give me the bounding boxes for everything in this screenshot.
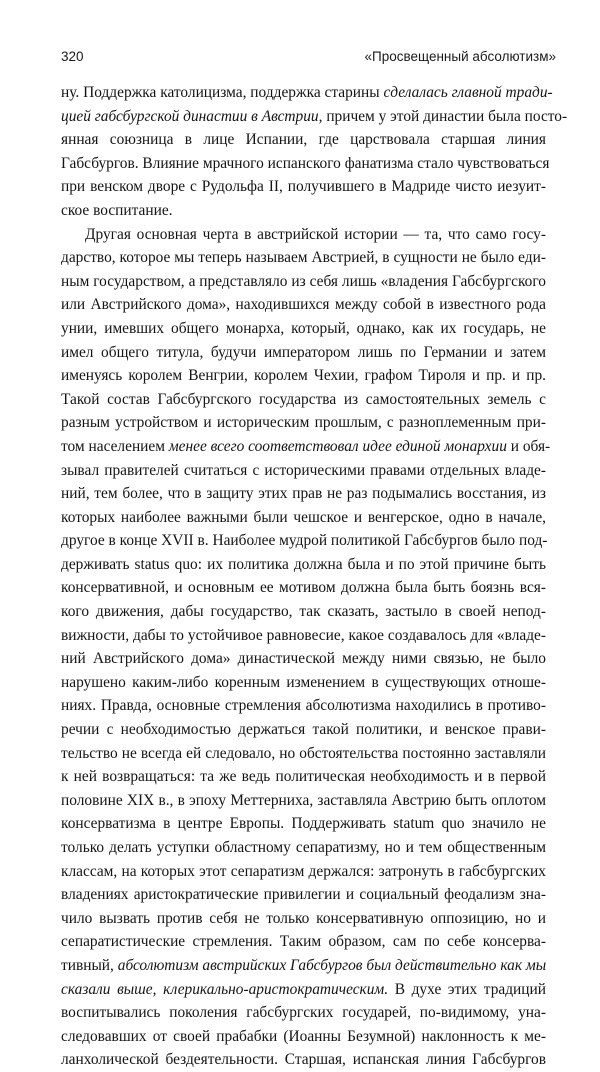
text-line bbox=[61, 812, 546, 836]
text-run: половине XIX в., в эпоху Меттерниха, заставляла Австрию быть оплотом bbox=[61, 791, 546, 809]
text-line bbox=[61, 907, 546, 931]
text-run: консерватизма в центре Европы. Поддерживать statum quo значило не bbox=[61, 815, 546, 833]
text-run: Другая основная черта в австрийской истории — та, что само госу- bbox=[85, 225, 546, 243]
text-line bbox=[61, 317, 546, 341]
text-line bbox=[61, 152, 550, 176]
text-line bbox=[61, 293, 546, 317]
italic-run: сделалась главной тради- bbox=[383, 84, 553, 101]
text-line bbox=[61, 128, 546, 152]
text-run: Такой состав Габсбургского государства из самостоятельных земель с bbox=[61, 390, 546, 408]
text-run: тельство не всегда ей следовало, но обстоятельства постоянно заставляли bbox=[61, 744, 546, 762]
text-line bbox=[61, 223, 546, 247]
text-run: ну. Поддержка католицизма, поддержка старины bbox=[61, 84, 384, 101]
text-line bbox=[61, 105, 568, 129]
text-line bbox=[61, 246, 546, 270]
text-run: имел общего титула, будучи императором лишь по Германии и затем bbox=[61, 343, 546, 361]
text-line bbox=[61, 270, 546, 294]
text-line bbox=[61, 435, 551, 459]
italic-run: менее всего соответствовал идее единой монархии bbox=[168, 437, 507, 455]
text-line bbox=[61, 789, 546, 813]
text-line bbox=[61, 482, 546, 506]
text-line bbox=[61, 388, 546, 412]
text-run: воспитывались поколения габсбургских государей, по-видимому, уна- bbox=[61, 1004, 546, 1022]
text-run: чило вызвать против себя не только консервативную оппозицию, но и bbox=[61, 909, 546, 927]
running-head: «Просвещенный абсолютизм» bbox=[364, 49, 556, 64]
text-run: дарство, которое мы теперь называем Австрией, в сущности не было еди- bbox=[61, 249, 546, 267]
text-run: ным государством, а представляло из себя лишь «владения Габсбургского bbox=[61, 272, 546, 290]
text-line bbox=[61, 930, 546, 954]
text-run: нарушено каким-либо коренным изменением в существующих отноше- bbox=[61, 673, 546, 691]
text-run: В духе этих традиций bbox=[388, 980, 546, 998]
text-line bbox=[61, 341, 546, 365]
text-line bbox=[61, 765, 546, 789]
italic-run: абсолютизм австрийских Габсбургов был действительно как мы bbox=[117, 956, 547, 974]
text-run: ний Австрийского дома» династической между ними связью, не было bbox=[61, 650, 546, 668]
text-run: речии с необходимостью держаться такой политики, и венское прави- bbox=[61, 721, 546, 739]
text-run: консервативной, и основным ее мотивом должна была быть боязнь вся- bbox=[61, 579, 546, 597]
text-line bbox=[61, 506, 546, 530]
text-line bbox=[61, 600, 546, 624]
text-line bbox=[61, 836, 546, 860]
text-run: другое в конце XVII в. Наиболее мудрой политикой Габсбургов было под- bbox=[61, 532, 548, 550]
text-line bbox=[61, 860, 546, 884]
text-line bbox=[61, 742, 546, 766]
text-run: ланхолической бездеятельности. Старшая, испанская линия Габсбургов bbox=[61, 1051, 546, 1069]
text-run: унии, имевших общего монарха, который, однако, как их государь, не bbox=[61, 319, 546, 337]
body-text bbox=[61, 81, 568, 1072]
text-run: следовавших от своей прабабки (Иоанны Безумной) наклонность к ме- bbox=[61, 1027, 546, 1045]
text-run: ний, тем более, что в защиту этих прав не раз подымались восстания, из bbox=[61, 485, 546, 503]
text-line bbox=[61, 81, 553, 105]
text-run: зывал правителей считаться с историческими правами отдельных владе- bbox=[61, 461, 546, 479]
italic-run: цией габсбургской династии в Австрии, bbox=[61, 107, 323, 125]
text-line bbox=[61, 883, 546, 907]
text-run: которых наиболее важными были чешское и венгерское, одно в начале, bbox=[61, 508, 546, 526]
text-run: тивный, bbox=[61, 956, 118, 974]
text-run: или Австрийского дома», находившихся между собой в известного рода bbox=[61, 296, 546, 314]
text-line bbox=[61, 718, 546, 742]
page-number: 320 bbox=[61, 49, 84, 64]
text-line bbox=[61, 694, 546, 718]
text-run: держивать status quo: их политика должна была и по этой причине быть bbox=[61, 555, 546, 573]
text-run: ниях. Правда, основные стремления абсолютизма находились в противо- bbox=[61, 697, 546, 715]
text-line bbox=[61, 954, 546, 978]
text-line bbox=[61, 576, 546, 600]
text-run: причем у этой династии была посто- bbox=[322, 107, 568, 125]
text-line bbox=[61, 624, 546, 648]
text-run: вижности, дабы то устойчивое равновесие, какое создавалось для «владе- bbox=[61, 626, 546, 644]
text-line bbox=[61, 529, 546, 553]
text-run: Габсбургов. Влияние мрачного испанского фанатизма стало чувствоваться bbox=[61, 154, 550, 172]
text-line bbox=[61, 175, 546, 199]
text-line bbox=[61, 364, 546, 388]
text-run: том населением bbox=[61, 437, 169, 455]
text-line bbox=[61, 411, 546, 435]
text-line bbox=[61, 1025, 546, 1049]
text-run: и обя- bbox=[506, 437, 551, 455]
text-run: только делать уступки областному сепаратизму, но и тем общественным bbox=[61, 839, 546, 856]
text-run: именуясь королем Венгрии, королем Чехии, графом Тироля и пр. и пр. bbox=[61, 367, 546, 385]
page-header bbox=[61, 49, 556, 69]
text-run: при венском дворе с Рудольфа II, получившего в Мадриде чисто иезуит- bbox=[61, 178, 546, 196]
italic-run: сказали выше, клерикально-аристократическим. bbox=[61, 980, 389, 998]
text-run: владениях аристократические привилегии и социальный феодализм зна- bbox=[61, 886, 546, 904]
text-line bbox=[61, 459, 546, 483]
text-run: ское воспитание. bbox=[61, 201, 173, 219]
text-run: янная союзница в лице Испании, где царствовала старшая линия bbox=[61, 131, 546, 149]
text-line bbox=[61, 199, 546, 223]
text-line bbox=[61, 553, 546, 577]
text-line bbox=[61, 1001, 546, 1025]
text-run: классам, на которых этот сепаратизм держался: затронуть в габсбургских bbox=[61, 862, 546, 880]
text-run: сепаратистические стремления. Таким образом, сам по себе консерва- bbox=[61, 933, 546, 951]
text-run: к ней возвращаться: та же ведь политическая необходимость и в первой bbox=[61, 768, 546, 786]
text-run: кого движения, дабы государство, так сказать, застыло в своей непод- bbox=[61, 603, 546, 621]
text-run: разным устройством и историческим прошлым, с разноплеменным при- bbox=[61, 414, 546, 432]
text-line bbox=[61, 978, 546, 1002]
text-line bbox=[61, 671, 546, 695]
text-line bbox=[61, 647, 546, 671]
text-line bbox=[61, 1048, 546, 1072]
